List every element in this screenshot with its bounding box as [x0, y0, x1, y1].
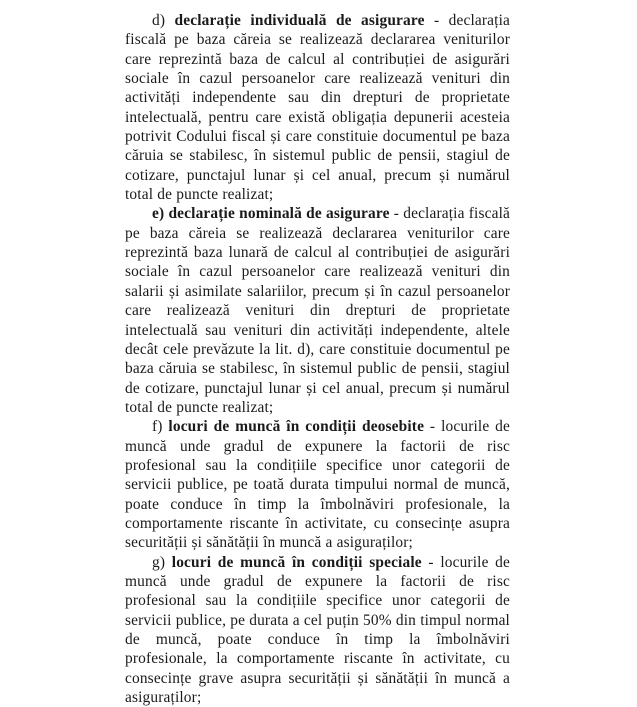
definition-paragraph-g: [125, 553, 510, 707]
term-separator-e: -: [389, 205, 404, 223]
term-separator-d: -: [424, 12, 449, 29]
defined-term-d: declarație individuală de asigurare: [174, 12, 425, 29]
definition-body-g: locurile de muncă unde gradul de expunere la factorii de risc profesional sau la condițiile specifice unor categorii de servicii publice, pe durata a cel puțin 50% din timpul normal de muncă, poate conduce în timp la îmbolnăviri profesionale, la comportamente riscante în activitate, cu consecințe grave asupra securității și sănătății în muncă a asiguraților;: [125, 553, 511, 707]
definition-paragraph-f: [125, 417, 510, 552]
definition-paragraph-e: [125, 204, 510, 417]
list-marker-f: f): [152, 418, 163, 436]
spacer: [165, 554, 172, 571]
defined-term-f: locuri de muncă în condiții deosebite: [168, 418, 425, 436]
definition-body-d: declarația fiscală pe baza căreia se realizează declararea veniturilor care reprezintă baza de calcul al contribuției de asigurări sociale în cazul persoanelor care realizează venituri din activități independente sau din drepturi de proprietate intelectuală, pentru care există obligația depunerii acesteia potrivit Codului fiscal și care constituie documentul pe baza căruia se stabilesc, în sistemul public de pensii, stagiul de cotizare, punctajul lunar și cel anual, precum și numărul total de puncte realizat;: [125, 12, 511, 204]
spacer: [165, 12, 174, 29]
list-marker-g: g): [152, 553, 166, 571]
term-separator-g: -: [421, 553, 441, 571]
term-separator-f: -: [424, 418, 442, 436]
list-marker-d: d): [152, 12, 166, 29]
definition-paragraph-d: [125, 11, 510, 204]
defined-term-e: declarație nominală de asigurare: [168, 205, 390, 223]
definition-body-e: declarația fiscală pe baza căreia se realizează declararea veniturilor care reprezintă baza lunară de calcul al contribuției de asigurări sociale în cazul persoanelor care realizează venituri din salarii și asimilate salariilor, precum și în cazul persoanelor care realizează venituri din drepturi de proprietate intelectuală sau venituri din activități independente, altele decât cele prevăzute la lit. d), care constituie documentul pe baza căruia se stabilesc, în sistemul public de pensii, stagiul de cotizare, punctajul lunar și cel anual, precum și numărul total de puncte realizat;: [125, 205, 511, 416]
defined-term-g: locuri de muncă în condiții speciale: [171, 553, 422, 571]
list-marker-e: e): [152, 205, 165, 223]
text-column: [125, 11, 510, 707]
definition-body-f: locurile de muncă unde gradul de expunere la factorii de risc profesional sau la condițiile specifice unor categorii de servicii publice, pe toată durata timpului normal de muncă, poate conduce în timp la îmbolnăviri profesionale, la comportamente riscante în activitate, cu consecințe asupra securității și sănătății în muncă a asiguraților;: [125, 418, 511, 552]
